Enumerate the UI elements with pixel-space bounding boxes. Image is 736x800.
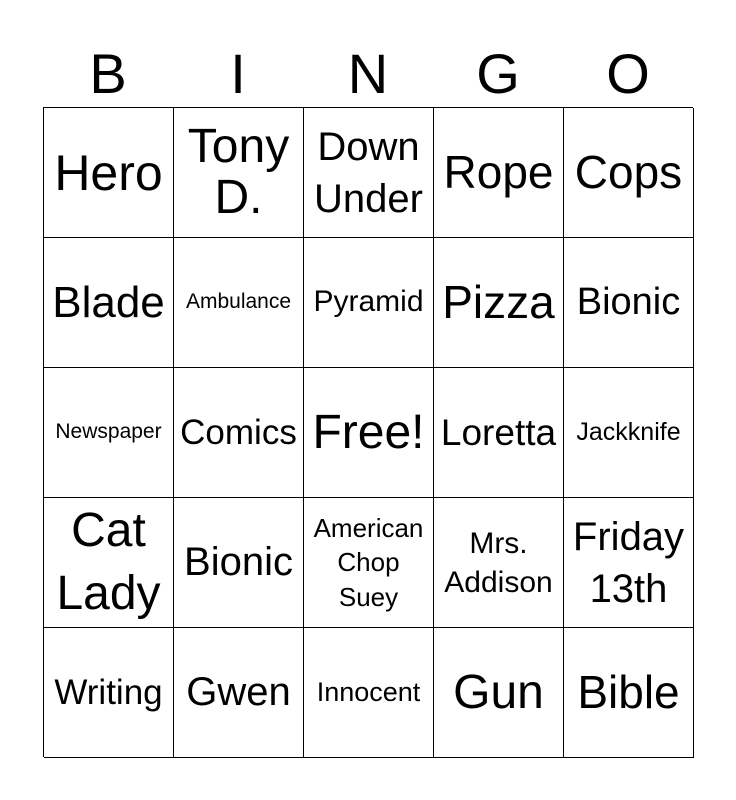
bingo-cell[interactable] bbox=[44, 628, 174, 758]
bingo-cell[interactable] bbox=[174, 628, 304, 758]
cell-label: Cat Lady bbox=[56, 504, 161, 620]
bingo-header bbox=[43, 40, 693, 108]
bingo-cell[interactable] bbox=[304, 628, 434, 758]
cell-label: Tony D. bbox=[187, 120, 290, 224]
cell-label: Gwen bbox=[186, 669, 291, 714]
bingo-cell[interactable] bbox=[174, 498, 304, 628]
bingo-cell[interactable] bbox=[564, 498, 694, 628]
cell-label: Jackknife bbox=[576, 418, 681, 446]
cell-label: Comics bbox=[180, 412, 297, 452]
cell-label: Bible bbox=[577, 665, 680, 718]
bingo-cell[interactable] bbox=[44, 498, 174, 628]
bingo-cell[interactable] bbox=[44, 238, 174, 368]
bingo-cell[interactable] bbox=[564, 108, 694, 238]
cell-label: Bionic bbox=[576, 280, 681, 323]
cell-label: Pyramid bbox=[313, 285, 424, 319]
cell-label: Writing bbox=[54, 672, 163, 712]
bingo-cell[interactable] bbox=[434, 238, 564, 368]
cell-label: Pizza bbox=[442, 275, 555, 328]
cell-label: Down Under bbox=[314, 124, 423, 221]
bingo-cell[interactable] bbox=[434, 108, 564, 238]
bingo-cell[interactable] bbox=[434, 498, 564, 628]
bingo-cell[interactable] bbox=[564, 628, 694, 758]
cell-label: Innocent bbox=[316, 676, 421, 707]
header-letter-i: I bbox=[230, 42, 246, 105]
cell-label: American Chop Suey bbox=[313, 513, 424, 612]
bingo-cell[interactable] bbox=[174, 238, 304, 368]
bingo-cell[interactable] bbox=[44, 108, 174, 238]
cell-label: Friday 13th bbox=[572, 514, 685, 611]
bingo-cell[interactable] bbox=[174, 368, 304, 498]
bingo-cell[interactable] bbox=[174, 108, 304, 238]
bingo-cell[interactable] bbox=[564, 238, 694, 368]
cell-label: Cops bbox=[574, 145, 683, 198]
bingo-cell[interactable] bbox=[304, 498, 434, 628]
bingo-cell[interactable] bbox=[304, 108, 434, 238]
cell-label: Blade bbox=[52, 277, 165, 327]
header-letter-o: O bbox=[606, 42, 650, 105]
header-letter-n: N bbox=[347, 42, 389, 105]
cell-label: Gun bbox=[453, 665, 544, 719]
bingo-card-grid bbox=[43, 107, 693, 757]
cell-label: Newspaper bbox=[55, 420, 162, 444]
cell-label: Bionic bbox=[184, 539, 293, 584]
cell-label: Ambulance bbox=[185, 290, 292, 314]
cell-label: Hero bbox=[54, 144, 163, 201]
bingo-cell[interactable] bbox=[434, 628, 564, 758]
bingo-cell[interactable] bbox=[434, 368, 564, 498]
bingo-cell[interactable] bbox=[304, 238, 434, 368]
header-letter-b: B bbox=[89, 42, 127, 105]
cell-label: Free! bbox=[312, 405, 425, 459]
bingo-cell[interactable] bbox=[564, 368, 694, 498]
cell-label: Rope bbox=[443, 145, 554, 198]
bingo-cell[interactable] bbox=[44, 368, 174, 498]
bingo-cell[interactable] bbox=[304, 368, 434, 498]
header-letter-g: G bbox=[476, 42, 520, 105]
cell-label: Mrs. Addison bbox=[444, 526, 553, 599]
cell-label: Loretta bbox=[440, 411, 557, 453]
